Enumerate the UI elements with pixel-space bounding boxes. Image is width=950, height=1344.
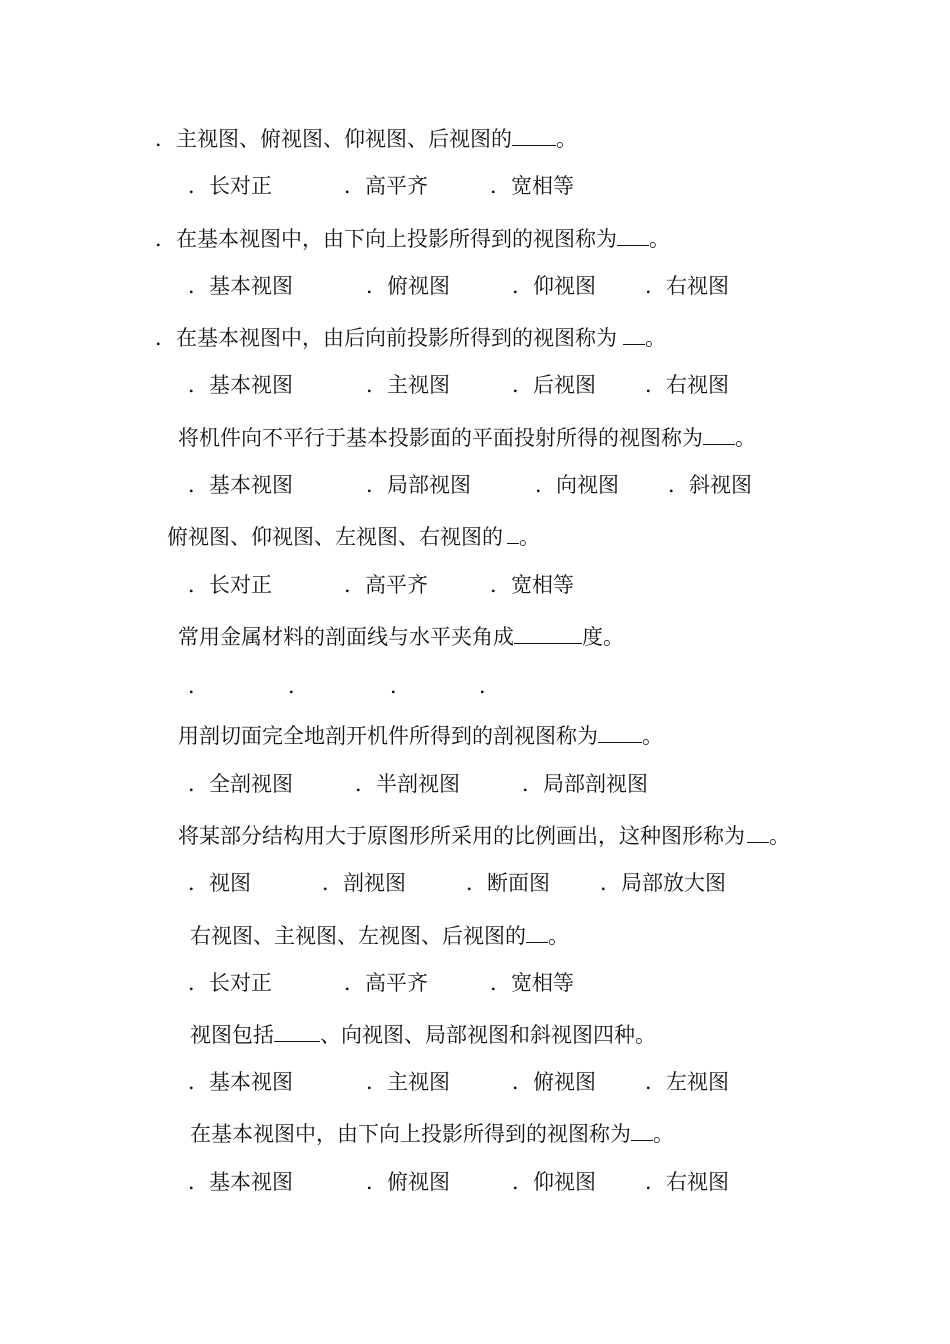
- question-8: [178, 821, 790, 849]
- option-a[interactable]: ．基本视图: [188, 473, 293, 497]
- option-b[interactable]: ．高平齐: [344, 573, 428, 597]
- question-text: 常用金属材料的剖面线与水平夹角成: [178, 625, 514, 649]
- question-6: [178, 622, 624, 650]
- option-b[interactable]: ．高平齐: [344, 174, 428, 198]
- option-c[interactable]: ．仰视图: [512, 1170, 596, 1194]
- option-a[interactable]: ．基本视图: [188, 373, 293, 397]
- question-text: 在基本视图中，由后向前投影所得到的视图称为: [176, 326, 617, 350]
- option-d[interactable]: ．右视图: [645, 274, 729, 298]
- option-c[interactable]: ．宽相等: [490, 971, 574, 995]
- option-b[interactable]: ．主视图: [366, 373, 450, 397]
- question-end: 。: [735, 426, 756, 450]
- question-end: 、向视图、局部视图和斜视图四种。: [320, 1023, 656, 1047]
- option-c[interactable]: ．断面图: [466, 871, 550, 895]
- question-3: [155, 323, 666, 351]
- question-end: 度。: [582, 625, 624, 649]
- question-text: 将某部分结构用大于原图形所采用的比例画出，这种图形称为: [178, 824, 745, 848]
- option-c[interactable]: ．俯视图: [512, 1070, 596, 1094]
- option-a[interactable]: ．基本视图: [188, 1170, 293, 1194]
- option-a[interactable]: ．全剖视图: [188, 772, 293, 796]
- option-c[interactable]: ．后视图: [512, 373, 596, 397]
- question-4: [178, 423, 756, 451]
- question-text: 用剖切面完全地剖开机件所得到的剖视图称为: [178, 724, 598, 748]
- option-b[interactable]: ．剖视图: [322, 871, 406, 895]
- option-d[interactable]: ．右视图: [645, 1170, 729, 1194]
- option-d[interactable]: ．局部放大图: [600, 871, 726, 895]
- option-c[interactable]: ．向视图: [535, 473, 619, 497]
- question-text: 在基本视图中，由下向上投影所得到的视图称为: [176, 227, 617, 251]
- option-c[interactable]: ．仰视图: [512, 274, 596, 298]
- question-9: [190, 921, 569, 949]
- question-2: [155, 224, 670, 252]
- answer-blank[interactable]: [274, 1020, 320, 1042]
- question-end: 。: [548, 924, 569, 948]
- question-prefix: ．: [155, 227, 176, 251]
- option-a[interactable]: ．长对正: [188, 573, 272, 597]
- question-end: 。: [519, 525, 540, 549]
- option-b[interactable]: ．半剖视图: [355, 772, 460, 796]
- question-text: 主视图、俯视图、仰视图、后视图的: [176, 127, 512, 151]
- answer-blank[interactable]: [507, 522, 519, 544]
- option-d[interactable]: ．右视图: [645, 373, 729, 397]
- question-text: 视图包括: [190, 1023, 274, 1047]
- answer-blank[interactable]: [747, 821, 769, 843]
- answer-blank[interactable]: [617, 224, 649, 246]
- option-a[interactable]: ．长对正: [188, 971, 272, 995]
- answer-blank[interactable]: [598, 721, 642, 743]
- question-end: 。: [645, 326, 666, 350]
- question-prefix: ．: [155, 326, 176, 350]
- option-d[interactable]: ．斜视图: [668, 473, 752, 497]
- option-a[interactable]: ．视图: [188, 871, 251, 895]
- option-b[interactable]: ．俯视图: [366, 1170, 450, 1194]
- option-d[interactable]: ．左视图: [645, 1070, 729, 1094]
- question-text: 在基本视图中，由下向上投影所得到的视图称为: [190, 1122, 631, 1146]
- question-11: [190, 1119, 674, 1147]
- answer-blank[interactable]: [623, 323, 645, 345]
- option-b[interactable]: ．高平齐: [344, 971, 428, 995]
- option-b[interactable]: ．局部视图: [366, 473, 471, 497]
- option-c[interactable]: ．宽相等: [490, 573, 574, 597]
- option-c[interactable]: ．: [390, 674, 411, 698]
- question-text: 右视图、主视图、左视图、后视图的: [190, 924, 526, 948]
- option-c[interactable]: ．宽相等: [490, 174, 574, 198]
- option-a[interactable]: ．基本视图: [188, 1070, 293, 1094]
- answer-blank[interactable]: [512, 124, 556, 146]
- option-a[interactable]: ．基本视图: [188, 274, 293, 298]
- option-b[interactable]: ．主视图: [366, 1070, 450, 1094]
- question-end: 。: [649, 227, 670, 251]
- question-end: 。: [769, 824, 790, 848]
- option-a[interactable]: ．: [188, 674, 209, 698]
- option-d[interactable]: ．: [479, 674, 500, 698]
- question-1: [155, 124, 577, 152]
- answer-blank[interactable]: [703, 423, 735, 445]
- question-5: [167, 522, 540, 550]
- option-b[interactable]: ．俯视图: [366, 274, 450, 298]
- option-a[interactable]: ．长对正: [188, 174, 272, 198]
- question-7: [178, 721, 663, 749]
- question-prefix: ．: [155, 127, 176, 151]
- option-c[interactable]: ．局部剖视图: [522, 772, 648, 796]
- question-text: 将机件向不平行于基本投影面的平面投射所得的视图称为: [178, 426, 703, 450]
- question-text: 俯视图、仰视图、左视图、右视图的: [167, 525, 503, 549]
- answer-blank[interactable]: [514, 622, 582, 644]
- question-10: [190, 1020, 656, 1048]
- question-end: 。: [556, 127, 577, 151]
- answer-blank[interactable]: [526, 921, 548, 943]
- option-b[interactable]: ．: [288, 674, 309, 698]
- question-end: 。: [642, 724, 663, 748]
- question-end: 。: [653, 1122, 674, 1146]
- answer-blank[interactable]: [631, 1119, 653, 1141]
